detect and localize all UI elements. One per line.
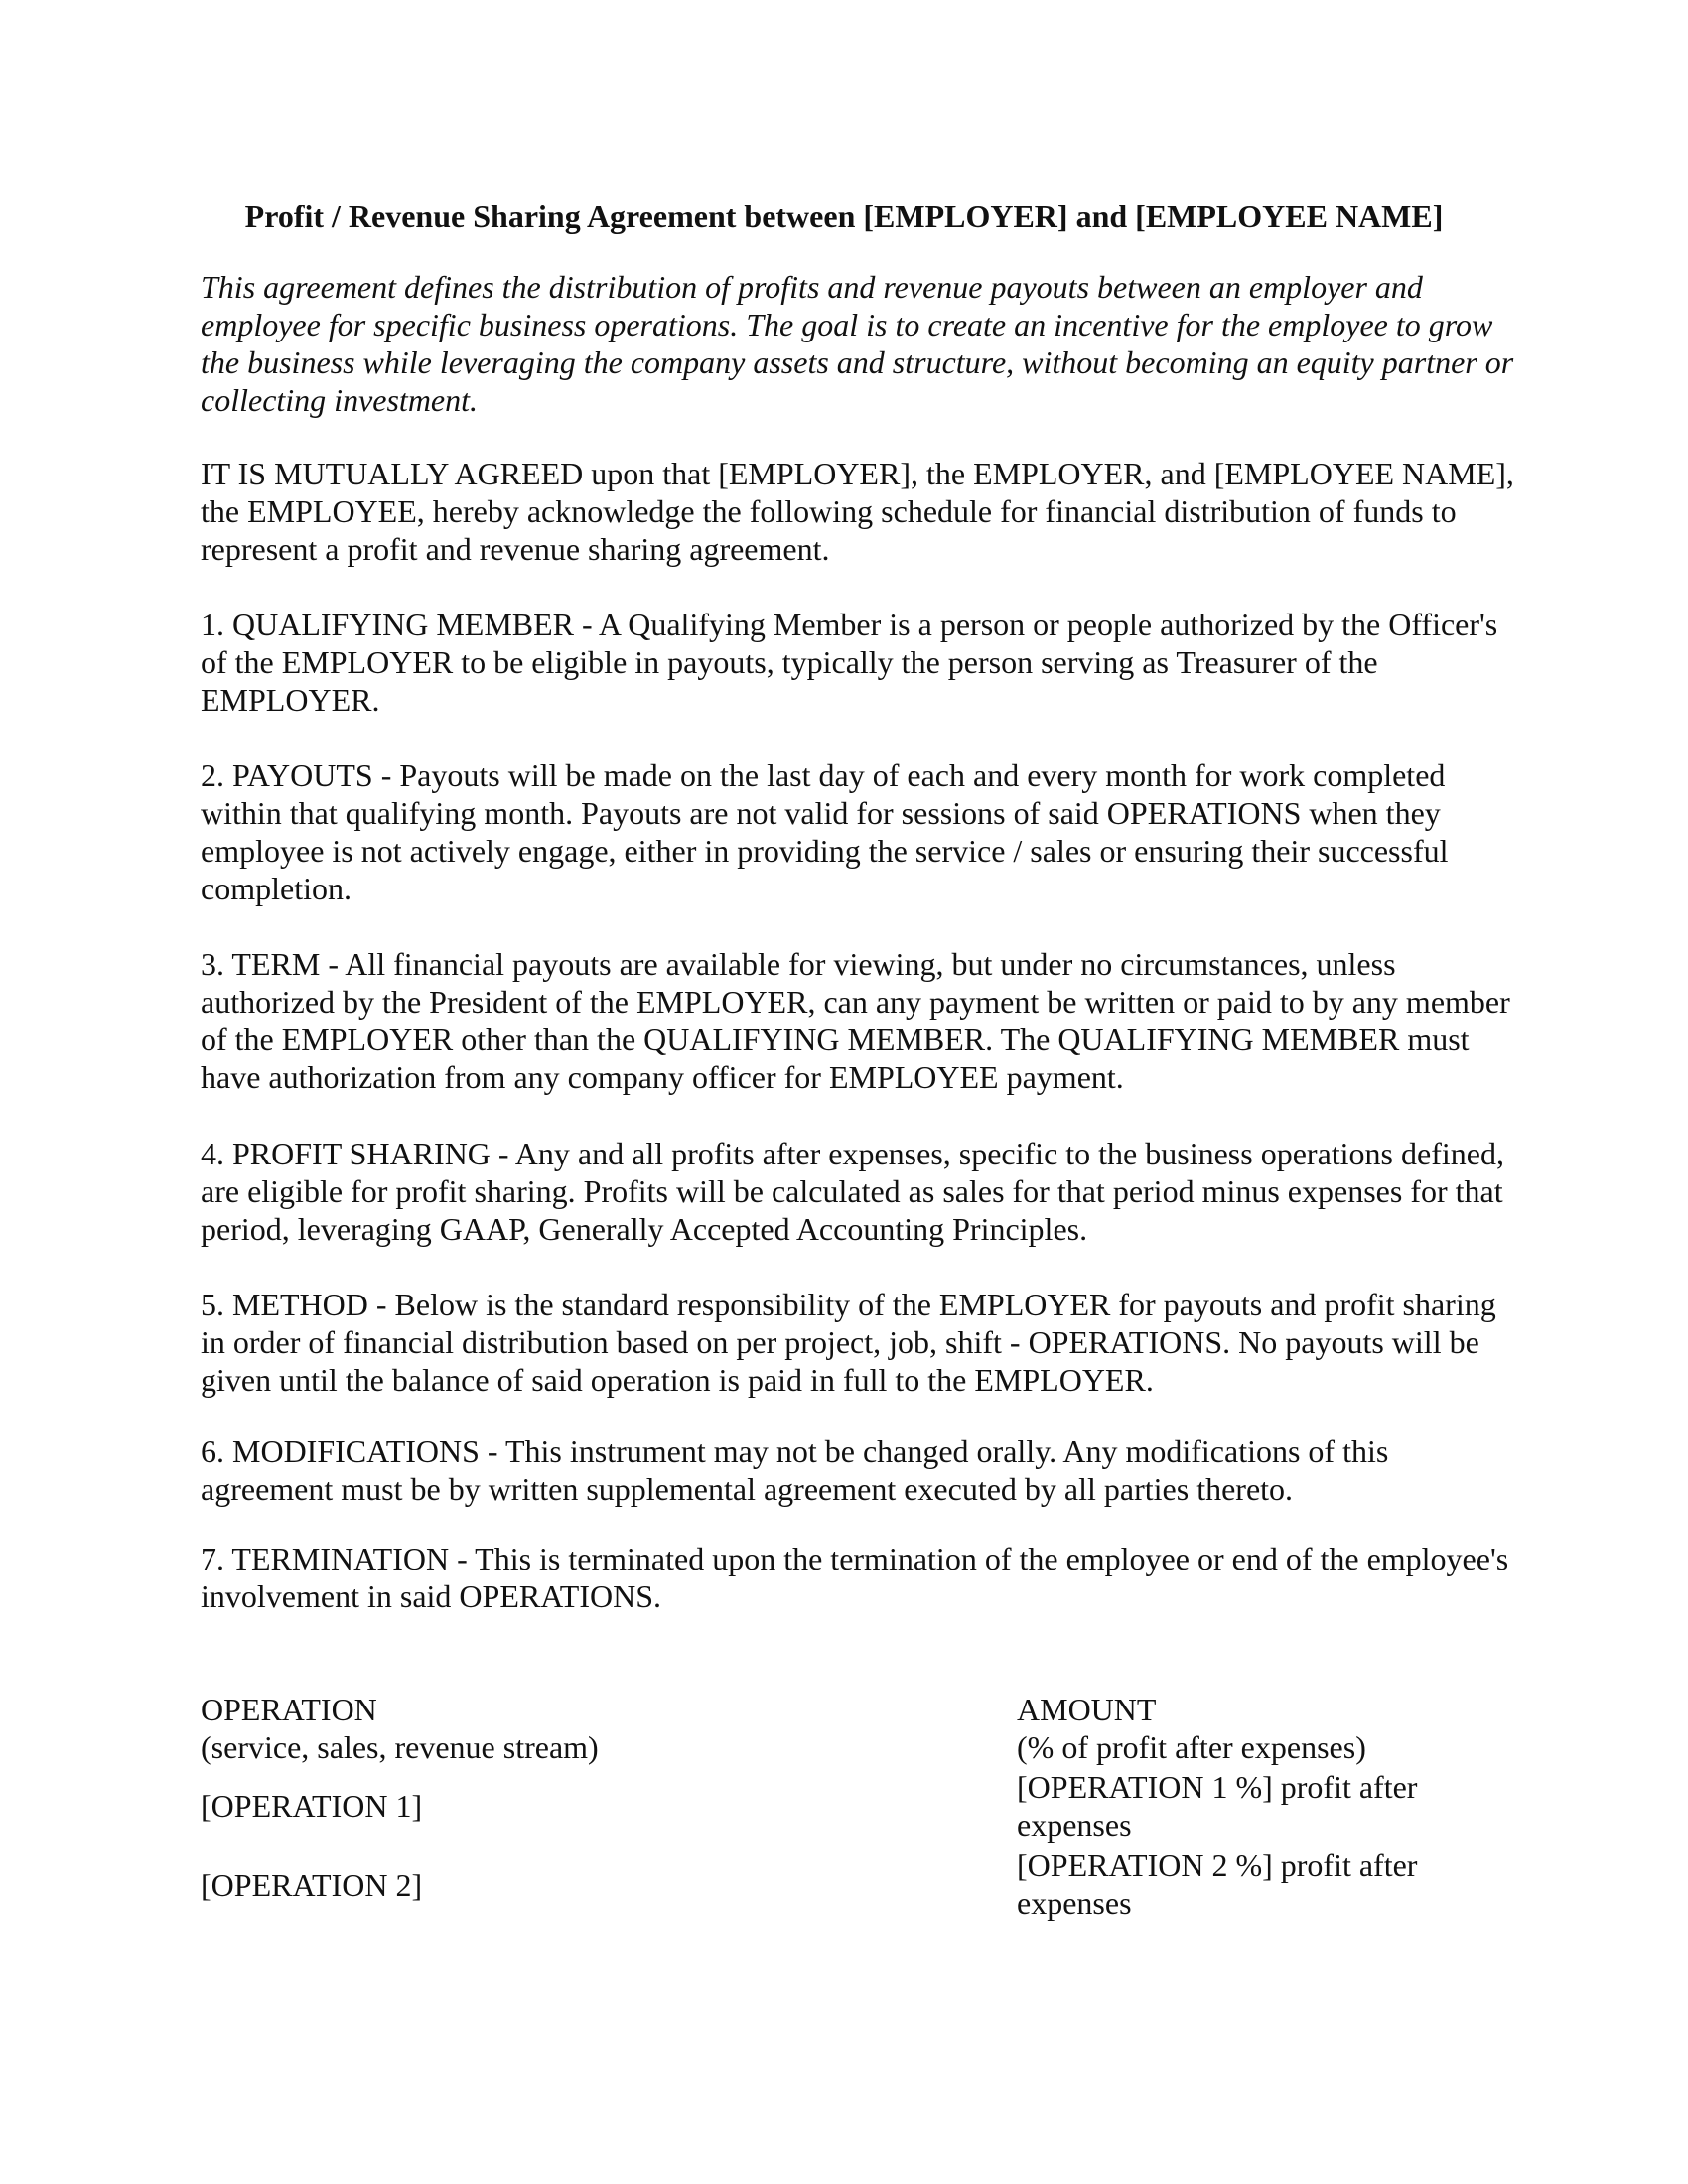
table-header-amount: AMOUNT — [1017, 1692, 1157, 1727]
table-row-amount-1: [OPERATION 1 %] profit after expenses — [1017, 1769, 1418, 1843]
clause-method: 5. METHOD - Below is the standard responsibility of the EMPLOYER for payouts and profit sharing in order of financial distribution based on per project, job, shift - OPERATIONS. No payouts will be given until the balance of said operation is paid in full to the EMPLOYER. — [201, 1287, 1496, 1398]
table-subheader-operation: (service, sales, revenue stream) — [201, 1729, 599, 1765]
clause-payouts: 2. PAYOUTS - Payouts will be made on the last day of each and every month for work completed within that qualifying month. Payouts are not valid for sessions of said OPERATIONS when they employee is not actively engage, either in providing the service / sales or ensuring their successful completion. — [201, 757, 1449, 906]
table-row-amount-2: [OPERATION 2 %] profit after expenses — [1017, 1847, 1418, 1921]
clause-qualifying-member: 1. QUALIFYING MEMBER - A Qualifying Member is a person or people authorized by the Officer's of the EMPLOYER to be eligible in payouts, typically the person serving as Treasurer of the EMPLOYER. — [201, 607, 1498, 718]
page-title: Profit / Revenue Sharing Agreement between [EMPLOYER] and [EMPLOYEE NAME] — [244, 199, 1444, 234]
clause-termination: 7. TERMINATION - This is terminated upon the termination of the employee or end of the employee's involvement in said OPERATIONS. — [201, 1541, 1509, 1614]
table-subheader-amount: (% of profit after expenses) — [1017, 1729, 1366, 1765]
preamble-paragraph: IT IS MUTUALLY AGREED upon that [EMPLOYER], the EMPLOYER, and [EMPLOYEE NAME], the EMPLOYEE, hereby acknowledge the following schedule for financial distribution of funds to represent a profit and revenue sharing agreement. — [201, 456, 1514, 567]
table-row-operation-2: [OPERATION 2] — [201, 1867, 423, 1903]
clause-term: 3. TERM - All financial payouts are available for viewing, but under no circumstances, unless authorized by the President of the EMPLOYER, can any payment be written or paid to by any member of the EMPLOYER other than the QUALIFYING MEMBER. The QUALIFYING MEMBER must have authorization from any company officer for EMPLOYEE payment. — [201, 946, 1510, 1095]
table-row-operation-1: [OPERATION 1] — [201, 1788, 423, 1824]
clause-profit-sharing: 4. PROFIT SHARING - Any and all profits after expenses, specific to the business operations defined, are eligible for profit sharing. Profits will be calculated as sales for that period minus expenses for that period, leveraging GAAP, Generally Accepted Accounting Principles. — [201, 1136, 1504, 1247]
intro-paragraph: This agreement defines the distribution of profits and revenue payouts between an employer and employee for specific business operations. The goal is to create an incentive for the employee to grow the business while leveraging the company assets and structure, without becoming an equity partner or collecting investment. — [201, 269, 1514, 418]
table-header-operation: OPERATION — [201, 1692, 377, 1727]
clause-modifications: 6. MODIFICATIONS - This instrument may not be changed orally. Any modifications of this agreement must be by written supplemental agreement executed by all parties thereto. — [201, 1433, 1389, 1507]
